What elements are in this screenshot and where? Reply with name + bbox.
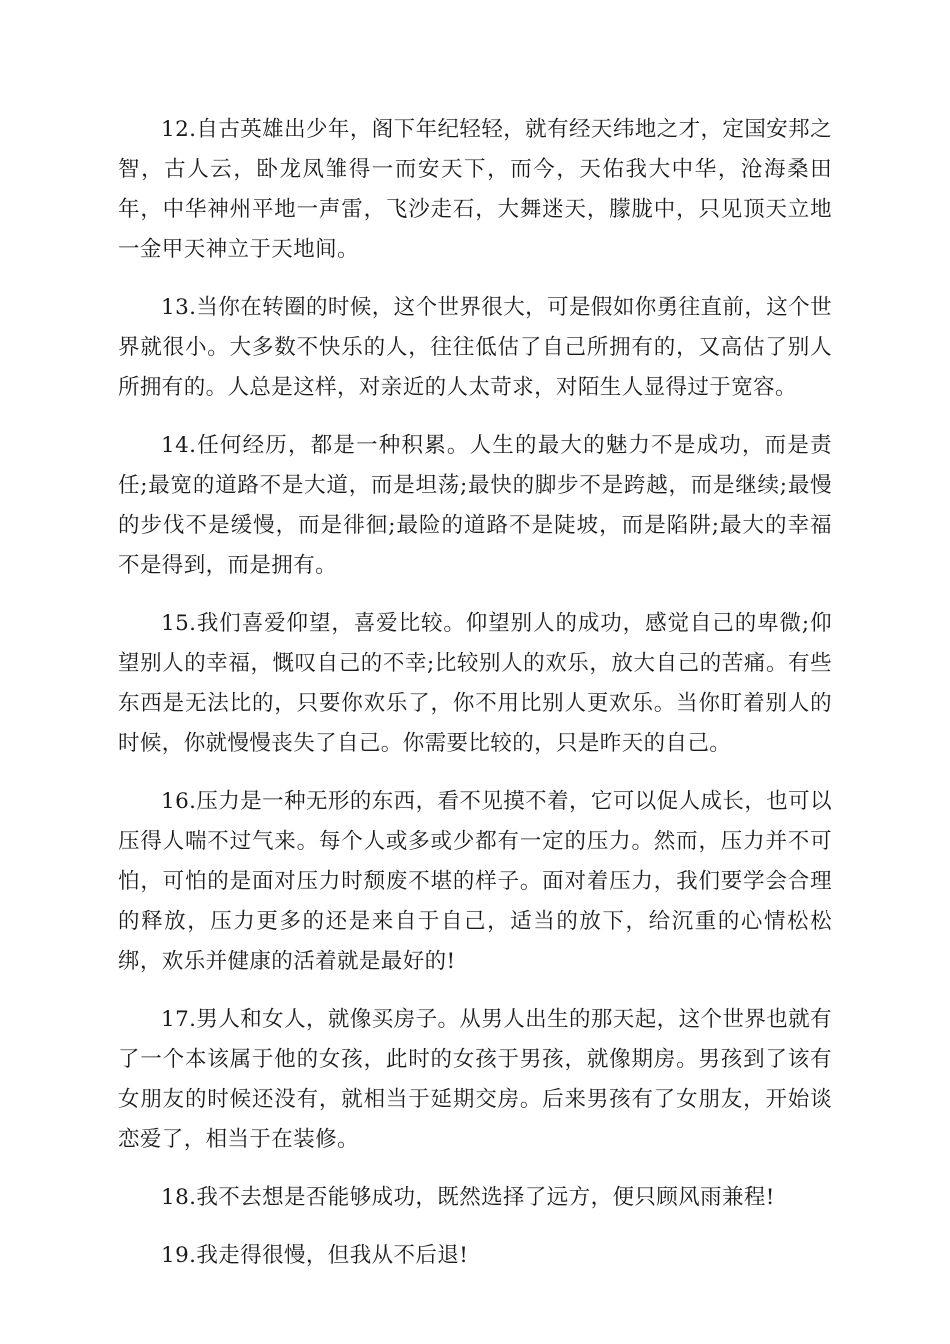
paragraph-16: 16.压力是一种无形的东西，看不见摸不着，它可以促人成长，也可以压得人喘不过气来。每个人或多或少都有一定的压力。然而，压力并不可怕，可怕的是面对压力时颓废不堪的样子。面对着压力，我们要学会合理的释放，压力更多的还是来自于自己，适当的放下，给沉重的心情松松绑，欢乐并健康的活着就是最好的! [118, 789, 832, 974]
paragraph-12: 12.自古英雄出少年，阁下年纪轻轻，就有经天纬地之才，定国安邦之智，古人云，卧龙凤雏得一而安天下，而今，天佑我大中华，沧海桑田年，中华神州平地一声雷，飞沙走石，大舞迷天，朦胧中，只见顶天立地一金甲天神立于天地间。 [118, 117, 832, 262]
paragraph-18: 18.我不去想是否能够成功，既然选择了远方，便只顾风雨兼程! [161, 1185, 775, 1210]
paragraph-13: 13.当你在转圈的时候，这个世界很大，可是假如你勇往直前，这个世界就很小。大多数不快乐的人，往往低估了自己所拥有的，又高估了别人所拥有的。人总是这样，对亲近的人太苛求，对陌生人显得过于宽容。 [118, 295, 832, 400]
paragraph-14: 14.任何经历，都是一种积累。人生的最大的魅力不是成功，而是责任;最宽的道路不是大道，而是坦荡;最快的脚步不是跨越，而是继续;最慢的步伐不是缓慢，而是徘徊;最险的道路不是陡坡，而是陷阱;最大的幸福不是得到，而是拥有。 [118, 433, 832, 578]
paragraph-15: 15.我们喜爱仰望，喜爱比较。仰望别人的成功，感觉自己的卑微;仰望别人的幸福，慨叹自己的不幸;比较别人的欢乐，放大自己的苦痛。有些东西是无法比的，只要你欢乐了，你不用比别人更欢乐。当你盯着别人的时候，你就慢慢丧失了自己。你需要比较的，只是昨天的自己。 [118, 611, 832, 756]
paragraph-19: 19.我走得很慢，但我从不后退! [161, 1243, 469, 1268]
document-body [118, 110, 832, 1294]
paragraph-17: 17.男人和女人，就像买房子。从男人出生的那天起，这个世界也就有了一个本该属于他的女孩，此时的女孩于男孩，就像期房。男孩到了该有女朋友的时候还没有，就相当于延期交房。后来男孩有了女朋友，开始谈恋爱了，相当于在装修。 [118, 1007, 832, 1152]
